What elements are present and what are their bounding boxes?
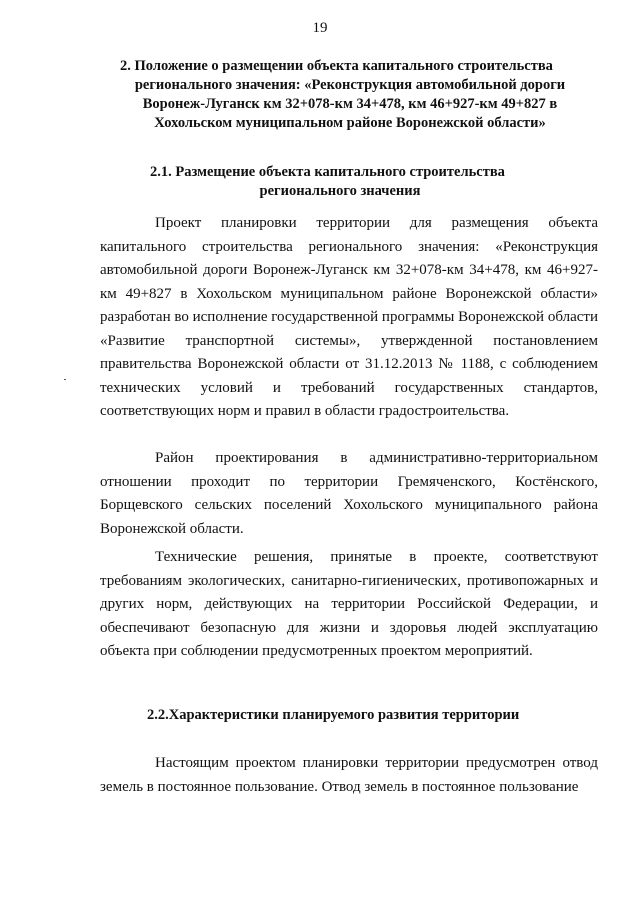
section-2-1-heading xyxy=(140,163,540,201)
section-2-heading xyxy=(110,57,590,133)
section-2-heading-line1: 2. Положение о размещении объекта капитального строительства xyxy=(120,58,553,74)
section-2-2-heading: 2.2.Характеристики планируемого развития территории xyxy=(147,707,520,723)
paragraph-project-basis: Проект планировки территории для размещения объекта капитального строительства регионального значения: «Реконструкция автомобильной дороги Воронеж-Луганск км 32+078-км 34+478, км 46+927-км 49+827 в Хохольском муниципальном районе Воронежской области» разработан во исполнение государственной программы Воронежской области «Развитие транспортной системы», утвержденной постановлением правительства Воронежской области от 31.12.2013 № 1188, с соблюдением технических условий и требований государственных стандартов, соответствующих норм и правил в области градостроительства. xyxy=(100,215,598,419)
section-2-heading-rest: регионального значения: «Реконструкция автомобильной дороги Воронеж-Луганск км 32+078-км 34+478, км 46+927-км 49+827 в Хохольском муниципальном районе Воронежской области» xyxy=(134,77,566,131)
paragraph-land-allocation: Настоящим проектом планировки территории предусмотрен отвод земель в постоянное пользование. Отвод земель в постоянное пользование xyxy=(100,755,598,795)
paragraph-technical-solutions: Технические решения, принятые в проекте, соответствуют требованиям экологических, санитарно-гигиенических, противопожарных и других норм, действующих на территории Российской Федерации, и обеспечивают безопасную для жизни и здоровья людей эксплуатацию объекта при соблюдении предусмотренных проектом мероприятий. xyxy=(100,549,598,659)
section-2-1-heading-rest: регионального значения xyxy=(259,183,421,199)
margin-mark xyxy=(64,379,66,380)
section-2-1-heading-line1: 2.1. Размещение объекта капитального строительства xyxy=(150,164,505,180)
paragraph-design-area: Район проектирования в административно-территориальном отношении проходит по территории Гремяченского, Костёнского, Борщевского сельских поселений Хохольского муниципального района Воронежской области. xyxy=(100,450,598,537)
page-number: 19 xyxy=(312,20,328,36)
